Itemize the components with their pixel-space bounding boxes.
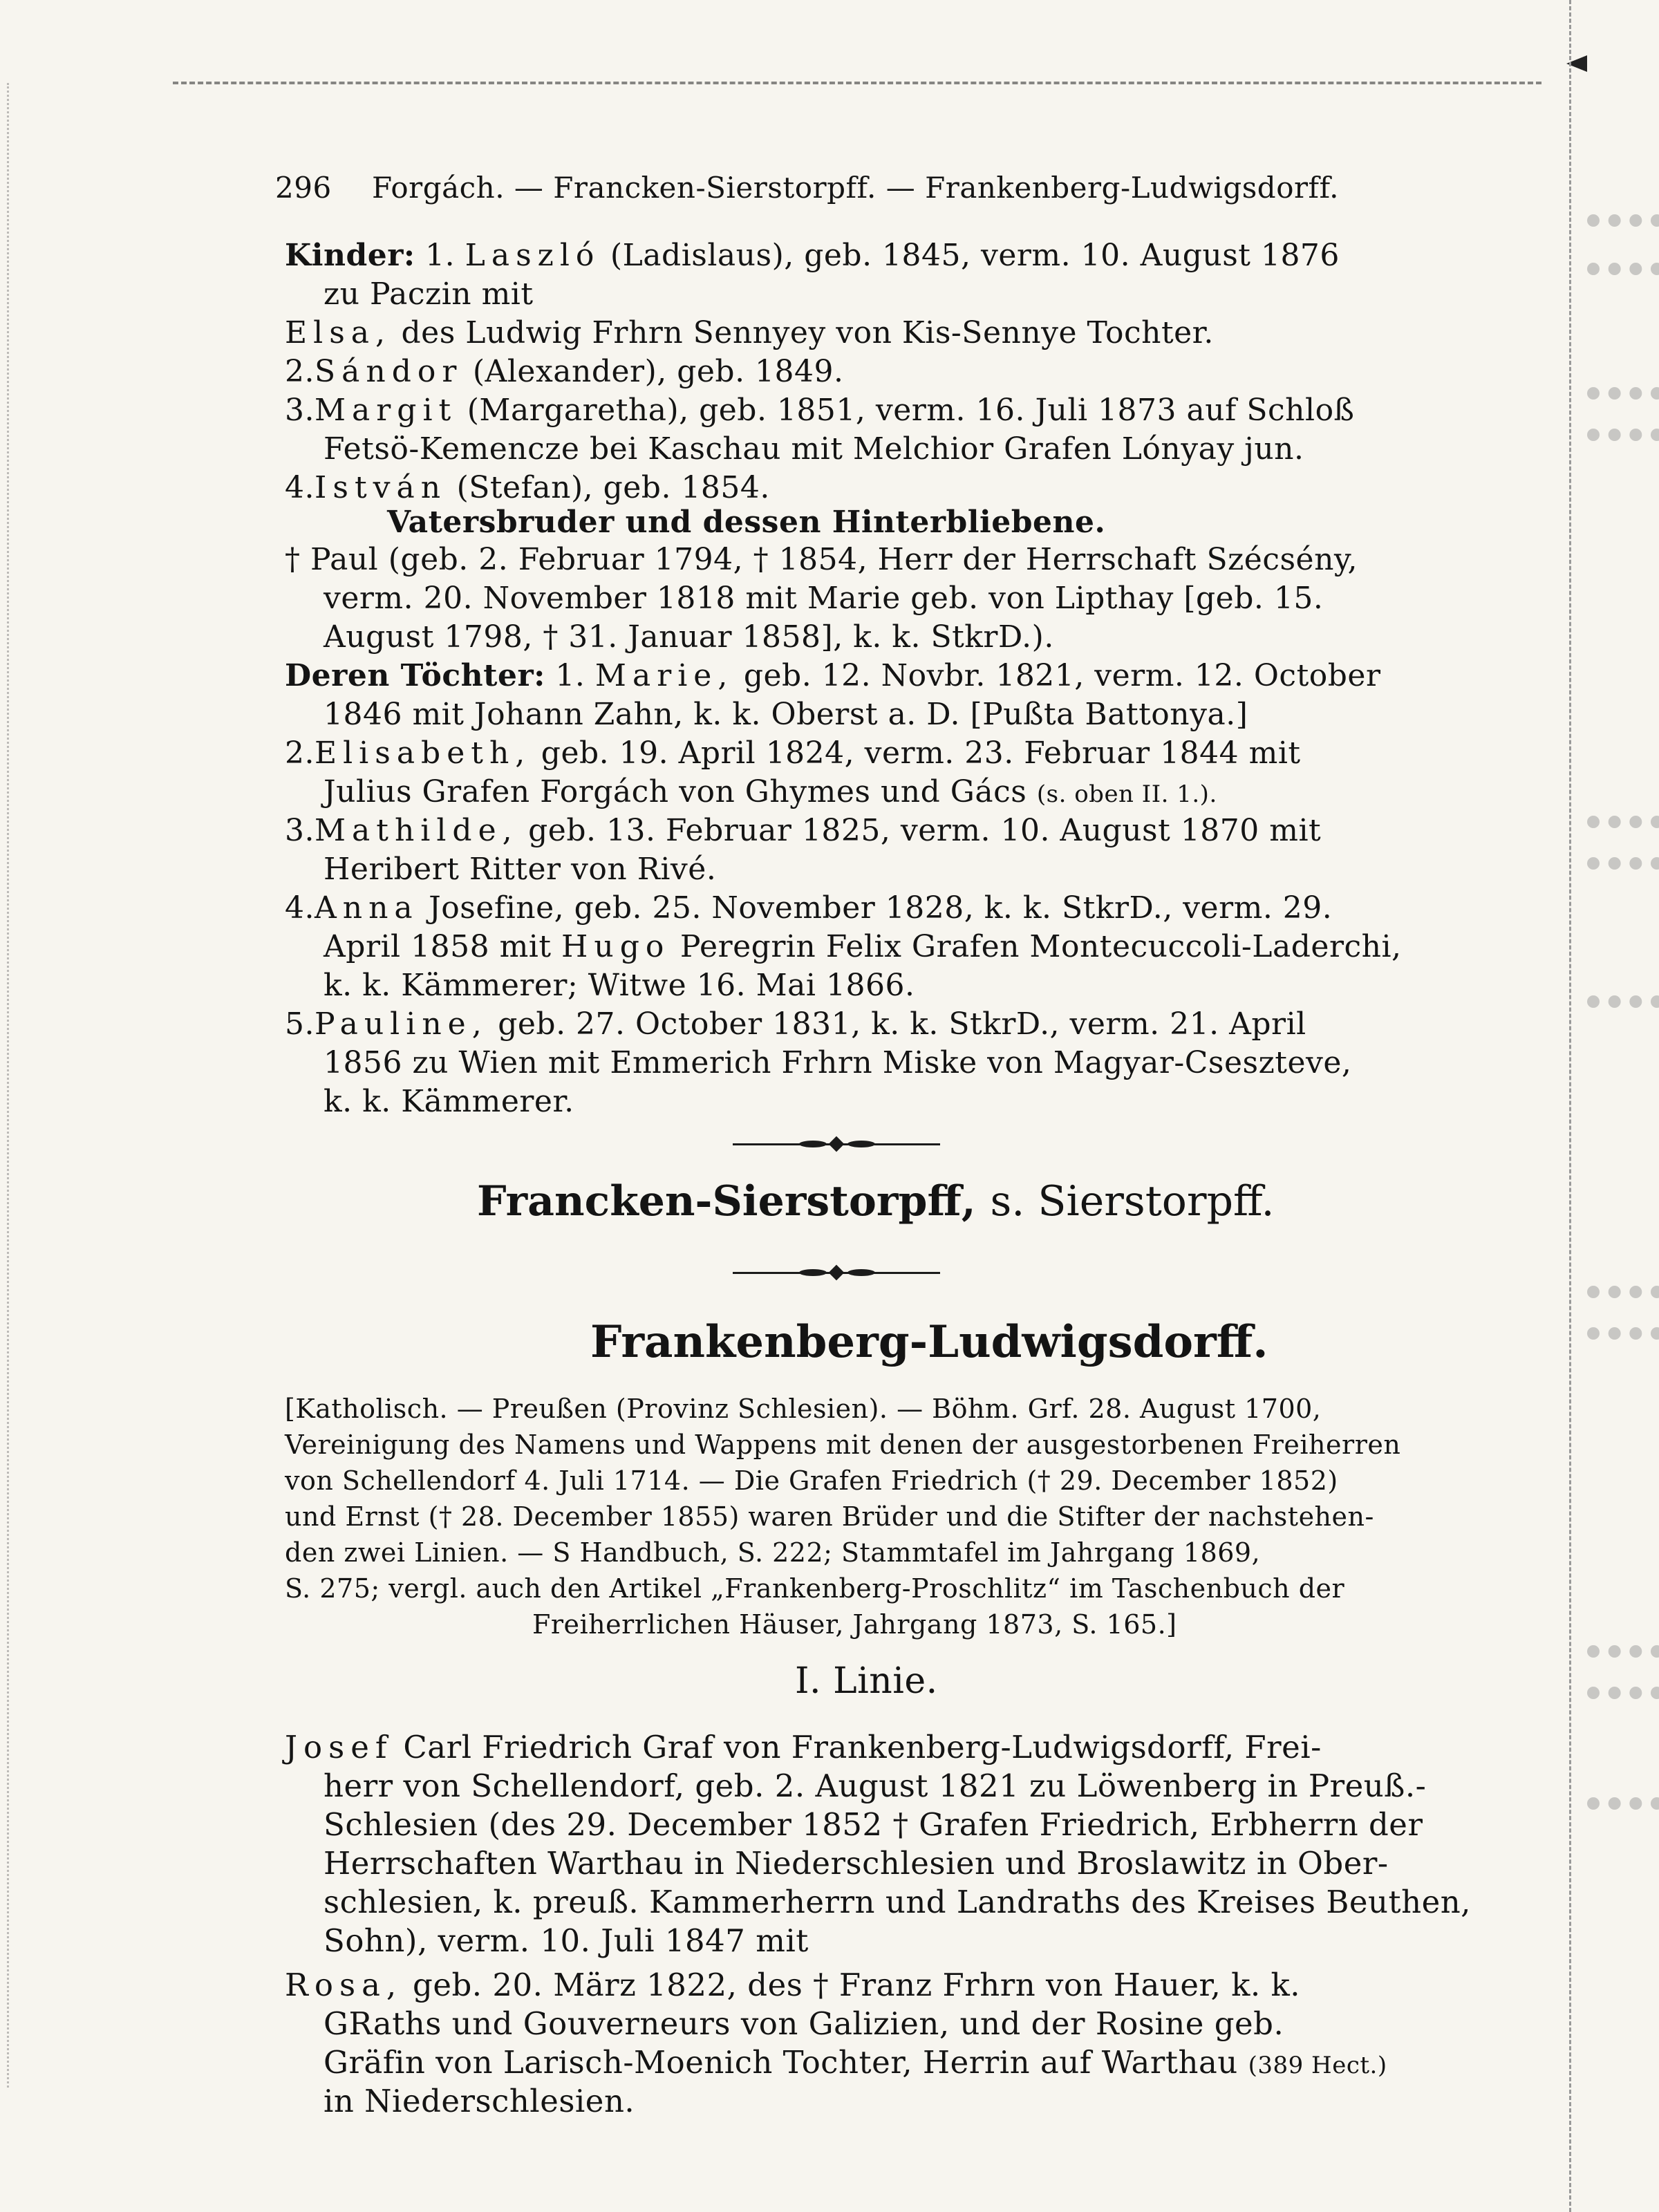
uncle-line-1: † Paul (geb. 2. Februar 1794, † 1854, Herr der Herrschaft Szécsény, bbox=[285, 542, 1358, 577]
intro-line-6: S. 275; vergl. auch den Artikel „Frankenberg-Proschlitz“ im Taschenbuch der bbox=[285, 1573, 1345, 1604]
children-heading: Kinder: bbox=[285, 238, 415, 273]
daughters-line-3: 2.Elisabeth, geb. 19. April 1824, verm. 23. Februar 1844 mit bbox=[285, 735, 1301, 771]
daughters-line-8: April 1858 mit Hugo Peregrin Felix Grafen Montecuccoli-Laderchi, bbox=[324, 929, 1402, 964]
running-title: Forgách. — Francken-Sierstorpff. — Frankenberg-Ludwigsdorff. bbox=[372, 171, 1339, 205]
francken-title: Francken-Sierstorpff, bbox=[477, 1177, 976, 1226]
children-line-6: Fetsö-Kemencze bei Kaschau mit Melchior Grafen Lónyay jun. bbox=[324, 431, 1304, 467]
children-line-5: 3.Margit (Margaretha), geb. 1851, verm. 16. Juli 1873 auf Schloß bbox=[285, 393, 1355, 428]
francken-heading bbox=[477, 1174, 1275, 1229]
scan-edge-line bbox=[173, 82, 1541, 84]
children-line-3: Elsa, des Ludwig Frhrn Sennyey von Kis-Sennye Tochter. bbox=[285, 315, 1214, 350]
page-number: 296 bbox=[275, 171, 332, 205]
daughters-line-10: 5.Pauline, geb. 27. October 1831, k. k. StkrD., verm. 21. April bbox=[285, 1006, 1306, 1042]
uncle-line-3: August 1798, † 31. Januar 1858], k. k. StkrD.). bbox=[324, 619, 1054, 655]
rosa-line-2: GRaths und Gouverneurs von Galizien, und der Rosine geb. bbox=[324, 2005, 1284, 2042]
intro-line-1: [Katholisch. — Preußen (Provinz Schlesien). — Böhm. Grf. 28. August 1700, bbox=[285, 1394, 1322, 1424]
francken-reference: s. Sierstorpff. bbox=[990, 1177, 1275, 1226]
josef-line-6: Sohn), verm. 10. Juli 1847 mit bbox=[324, 1922, 809, 1959]
daughters-line-12: k. k. Kämmerer. bbox=[324, 1084, 574, 1119]
rosa-line-3: Gräfin von Larisch-Moenich Tochter, Herrin auf Warthau (389 Hect.) bbox=[324, 2044, 1387, 2081]
daughters-heading: Deren Töchter: bbox=[285, 658, 545, 693]
ornamental-divider bbox=[733, 1265, 940, 1282]
intro-line-5: den zwei Linien. — S Handbuch, S. 222; Stammtafel im Jahrgang 1869, bbox=[285, 1537, 1261, 1568]
children-line-2: zu Paczin mit bbox=[324, 276, 534, 312]
daughters-line-2: 1846 mit Johann Zahn, k. k. Oberst a. D. [Pußta Battonya.] bbox=[324, 697, 1248, 732]
josef-line-1: Josef Carl Friedrich Graf von Frankenberg-Ludwigsdorff, Frei- bbox=[285, 1729, 1322, 1765]
intro-line-4: und Ernst († 28. December 1855) waren Brüder und die Stifter der nachstehen- bbox=[285, 1501, 1374, 1532]
daughters-line-5: 3.Mathilde, geb. 13. Februar 1825, verm. 10. August 1870 mit bbox=[285, 813, 1322, 848]
josef-line-3: Schlesien (des 29. December 1852 † Grafen Friedrich, Erbherrn der bbox=[324, 1806, 1423, 1843]
daughters-line-11: 1856 zu Wien mit Emmerich Frhrn Miske von Magyar-Cseszteve, bbox=[324, 1045, 1352, 1080]
child-name-laszlo: Laszló bbox=[465, 238, 601, 273]
line-one-heading: I. Linie. bbox=[795, 1660, 938, 1702]
daughters-line-1: Deren Töchter: 1. Marie, geb. 12. Novbr. 1821, verm. 12. October bbox=[285, 658, 1381, 693]
josef-line-2: herr von Schellendorf, geb. 2. August 1821 zu Löwenberg in Preuß.- bbox=[324, 1768, 1427, 1804]
children-line-7: 4.István (Stefan), geb. 1854. bbox=[285, 470, 770, 505]
intro-line-2: Vereinigung des Namens und Wappens mit denen der ausgestorbenen Freiherren bbox=[285, 1430, 1401, 1460]
children-line-1: Kinder: 1. Laszló (Ladislaus), geb. 1845, verm. 10. August 1876 bbox=[285, 238, 1340, 273]
children-line-4: 2.Sándor (Alexander), geb. 1849. bbox=[285, 354, 844, 389]
frankenberg-title: Frankenberg-Ludwigsdorff. bbox=[590, 1316, 1268, 1368]
daughters-line-6: Heribert Ritter von Rivé. bbox=[324, 852, 717, 887]
daughters-line-7: 4.Anna Josefine, geb. 25. November 1828, k. k. StkrD., verm. 29. bbox=[285, 890, 1333, 926]
daughters-line-9: k. k. Kämmerer; Witwe 16. Mai 1866. bbox=[324, 968, 915, 1003]
left-margin-bleed bbox=[7, 83, 19, 2088]
josef-line-5: schlesien, k. preuß. Kammerherrn und Landraths des Kreises Beuthen, bbox=[324, 1884, 1471, 1920]
intro-line-7: Freiherrlichen Häuser, Jahrgang 1873, S. 165.] bbox=[532, 1609, 1177, 1640]
uncle-line-2: verm. 20. November 1818 mit Marie geb. von Lipthay [geb. 15. bbox=[324, 581, 1324, 616]
rosa-line-4: in Niederschlesien. bbox=[324, 2083, 635, 2119]
josef-name: Josef bbox=[285, 1729, 393, 1765]
rosa-line-1: Rosa, geb. 20. März 1822, des † Franz Frhrn von Hauer, k. k. bbox=[285, 1967, 1301, 2003]
ornamental-divider bbox=[733, 1136, 940, 1153]
intro-line-3: von Schellendorf 4. Juli 1714. — Die Grafen Friedrich († 29. December 1852) bbox=[285, 1465, 1338, 1496]
josef-line-4: Herrschaften Warthau in Niederschlesien und Broslawitz in Ober- bbox=[324, 1845, 1389, 1882]
right-margin-bleed bbox=[1564, 0, 1659, 2212]
rosa-name: Rosa, bbox=[285, 1967, 403, 2003]
uncle-heading: Vatersbruder und dessen Hinterbliebene. bbox=[387, 505, 1106, 540]
daughters-line-4: Julius Grafen Forgách von Ghymes und Gács (s. oben II. 1.). bbox=[324, 774, 1217, 809]
running-header bbox=[275, 169, 1339, 207]
